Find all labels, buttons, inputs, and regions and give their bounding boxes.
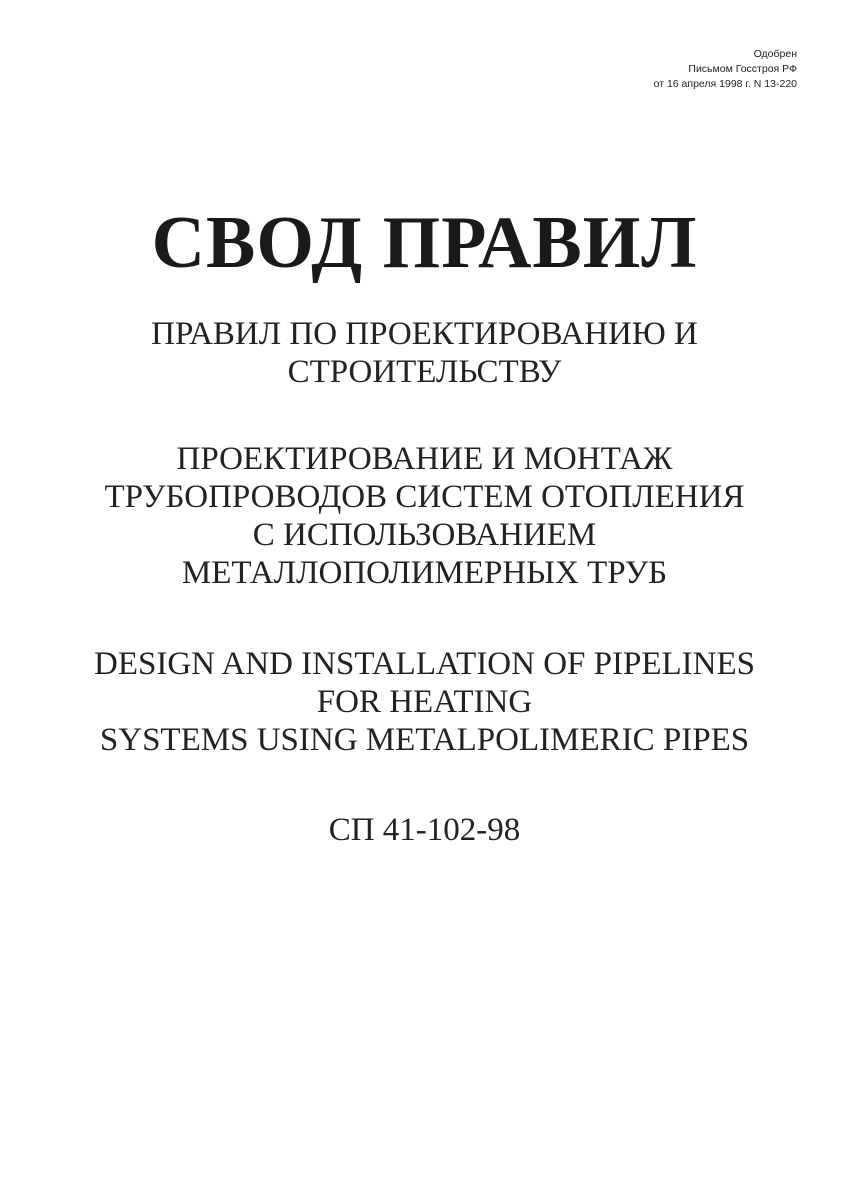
subtitle-line: ПРАВИЛ ПО ПРОЕКТИРОВАНИЮ И bbox=[151, 316, 698, 352]
russian-title-line: С ИСПОЛЬЗОВАНИЕМ bbox=[252, 517, 597, 553]
english-title-line: SYSTEMS USING METALPOLIMERIC PIPES bbox=[99, 722, 750, 758]
russian-title-line: ПРОЕКТИРОВАНИЕ И МОНТАЖ bbox=[176, 441, 673, 477]
document-title: СВОД ПРАВИЛ bbox=[151, 202, 698, 284]
russian-title bbox=[0, 440, 849, 592]
approval-line-letter: Письмом Госстроя РФ bbox=[688, 63, 797, 75]
approval-line-approved: Одобрен bbox=[753, 48, 797, 60]
russian-title-line: МЕТАЛЛОПОЛИМЕРНЫХ ТРУБ bbox=[181, 555, 668, 591]
document-code: СП 41-102-98 bbox=[328, 812, 521, 848]
document-subtitle bbox=[0, 315, 849, 391]
approval-line-date: от 16 апреля 1998 г. N 13-220 bbox=[653, 78, 797, 90]
russian-title-line: ТРУБОПРОВОДОВ СИСТЕМ ОТОПЛЕНИЯ bbox=[104, 479, 745, 515]
english-title-line: DESIGN AND INSTALLATION OF PIPELINES bbox=[93, 646, 755, 682]
approval-note bbox=[654, 47, 797, 92]
english-title bbox=[0, 645, 849, 759]
english-title-line: FOR HEATING bbox=[316, 684, 533, 720]
subtitle-line: СТРОИТЕЛЬСТВУ bbox=[287, 354, 562, 390]
